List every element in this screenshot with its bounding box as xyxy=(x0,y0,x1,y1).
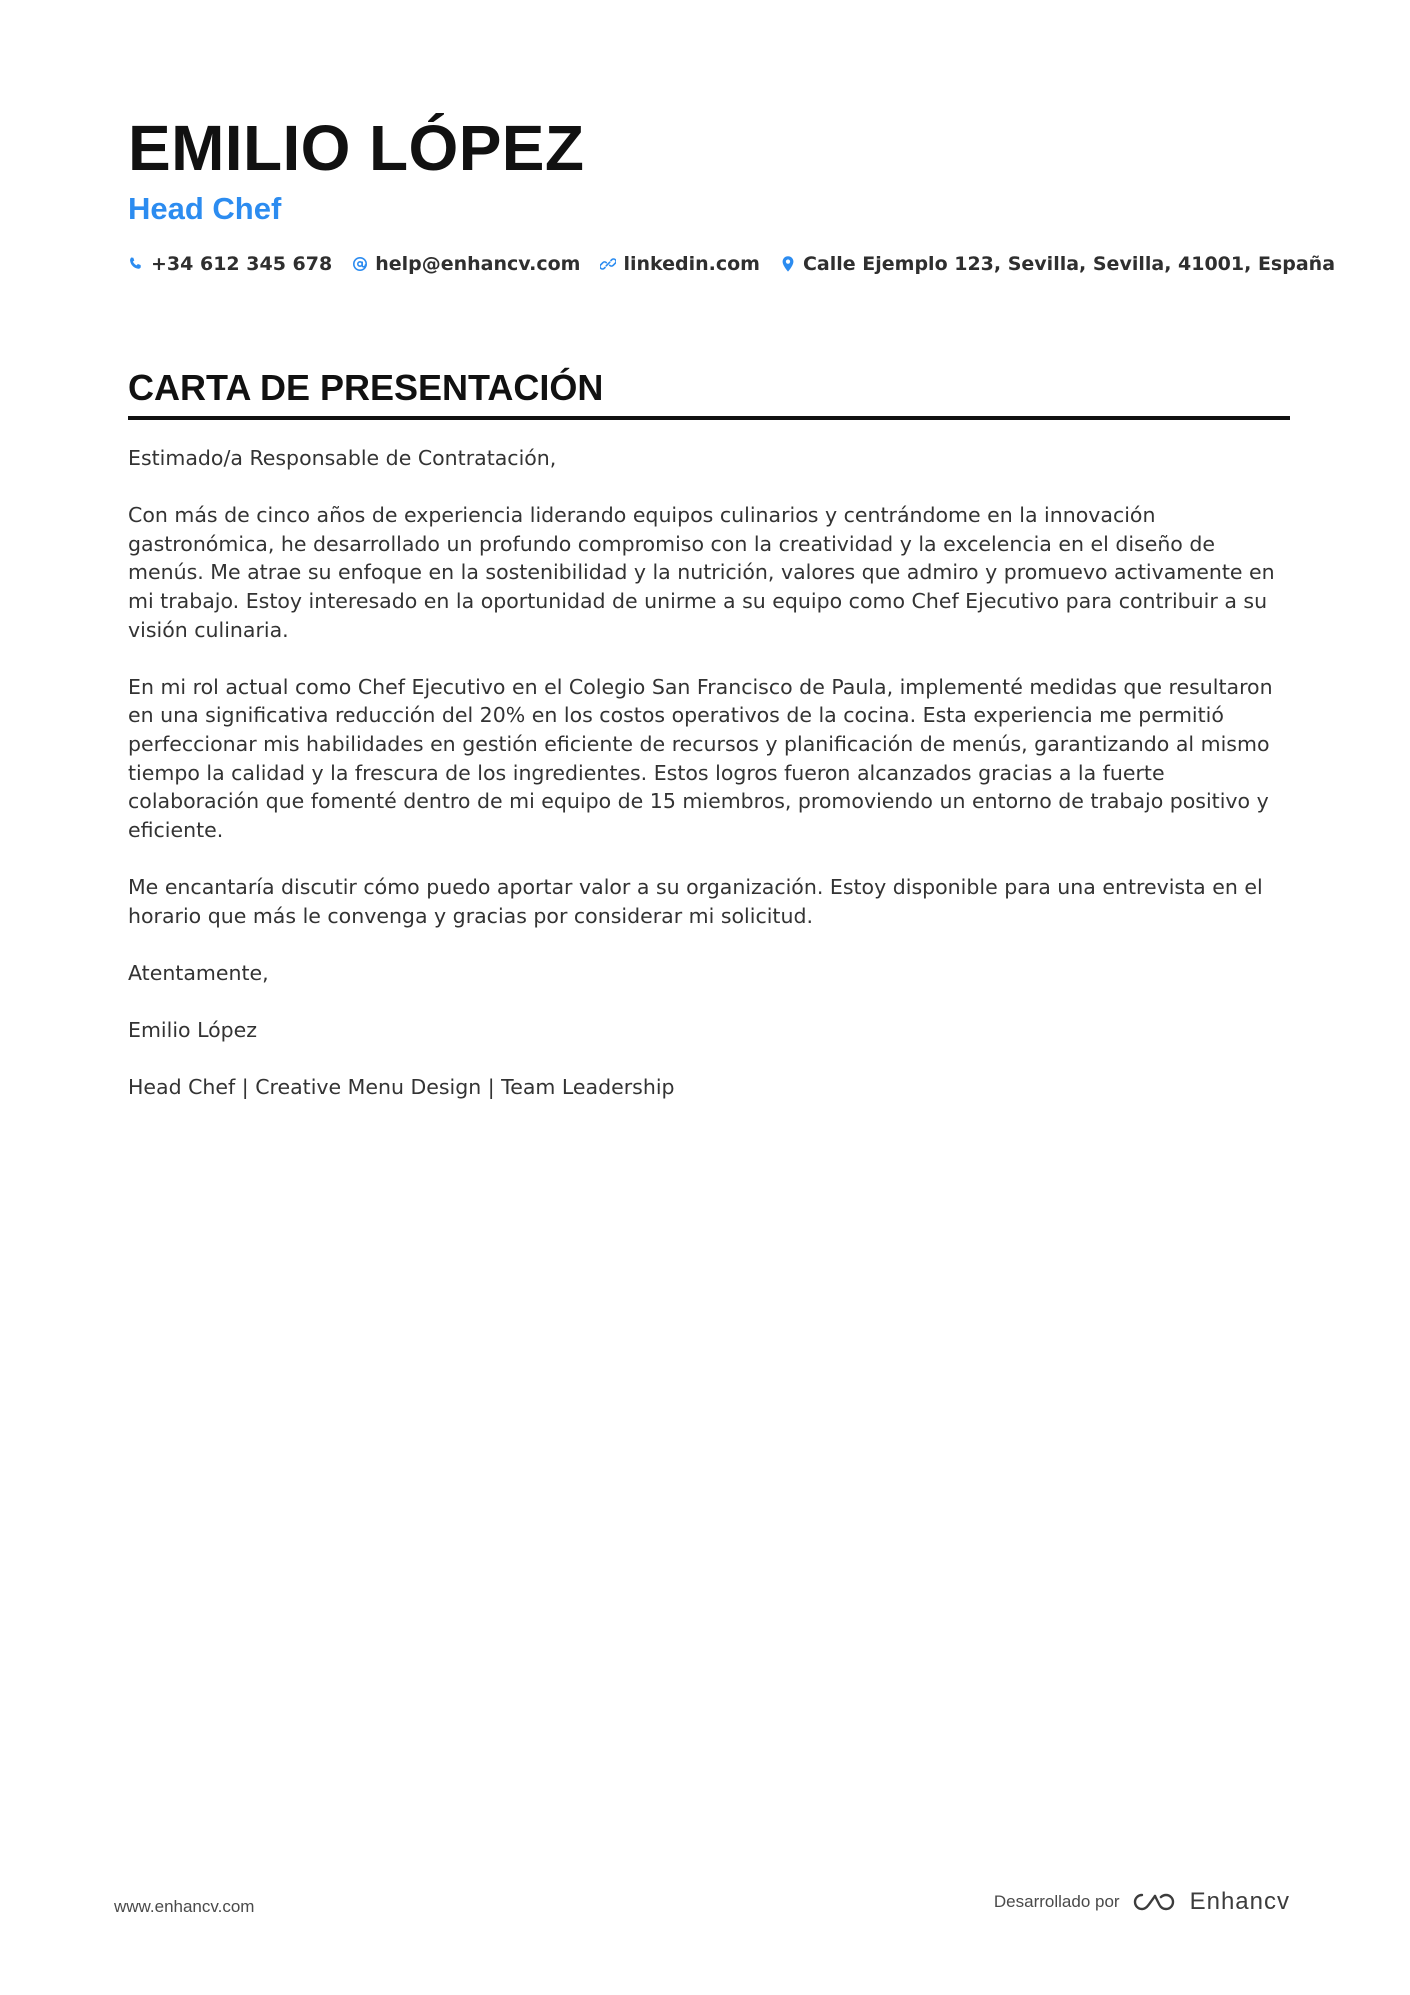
footer-website: www.enhancv.com xyxy=(114,1897,255,1916)
link-icon xyxy=(600,254,616,274)
contact-list xyxy=(128,250,1336,278)
address-text: Calle Ejemplo 123, Sevilla, Sevilla, 41001, España xyxy=(802,253,1336,275)
letter-paragraph-1: Con más de cinco años de experiencia liderando equipos culinarios y centrándome en la innovación gastronómica, he desarrollado un profundo compromiso con la creatividad y la excelencia en el diseño de menús. Me atrae su enfoque en la sostenibilidad y la nutrición, valores que admiro y promuevo activamente en mi trabajo. Estoy interesado en la oportunidad de unirme a su equipo como Chef Ejecutivo para contribuir a su visión culinaria. xyxy=(128,503,1275,642)
email-text: help@enhancv.com xyxy=(375,253,581,275)
letter-paragraph-2: En mi rol actual como Chef Ejecutivo en el Colegio San Francisco de Paula, implementé medidas que resultaron en una significativa reducción del 20% en los costos operativos de la cocina. Esta experiencia me permitió perfeccionar mis habilidades en gestión eficiente de recursos y planificación de menús, garantizando al mismo tiempo la calidad y la frescura de los ingredientes. Estos logros fueron alcanzados gracias a la fuerte colaboración que fomenté dentro de mi equipo de 15 miembros, promoviendo un entorno de trabajo positivo y eficiente. xyxy=(128,674,1273,842)
candidate-name: EMILIO LÓPEZ xyxy=(128,112,585,184)
letter-greeting: Estimado/a Responsable de Contratación, xyxy=(128,446,557,470)
contact-address xyxy=(780,250,1335,278)
letter-closing: Atentamente, xyxy=(128,960,269,985)
cover-letter-section xyxy=(128,366,1290,1102)
job-title: Head Chef xyxy=(128,191,282,226)
footer-brand xyxy=(994,1888,1290,1916)
at-sign-icon xyxy=(352,254,368,274)
powered-by-label: Desarrollado por xyxy=(993,1892,1120,1911)
contact-phone xyxy=(128,250,332,278)
section-title: CARTA DE PRESENTACIÓN xyxy=(128,367,604,408)
linkedin-text: linkedin.com xyxy=(623,253,760,275)
phone-icon xyxy=(128,254,144,274)
brand-name: Enhancv xyxy=(1189,1888,1290,1915)
letter-signature: Emilio López xyxy=(128,1017,258,1042)
contact-email xyxy=(352,250,580,278)
location-pin-icon xyxy=(780,254,796,274)
enhancv-logo-icon xyxy=(1132,1890,1178,1914)
letter-paragraph-3: Me encantaría discutir cómo puedo aportar valor a su organización. Estoy disponible para una entrevista en el horario que más le convenga y gracias por considerar mi solicitud. xyxy=(128,874,1263,928)
phone-text: +34 612 345 678 xyxy=(151,253,333,275)
contact-linkedin xyxy=(600,250,760,278)
letter-body xyxy=(128,444,1290,1102)
resume-header xyxy=(128,110,1336,278)
section-divider xyxy=(128,416,1290,420)
letter-tagline: Head Chef | Creative Menu Design | Team Leadership xyxy=(128,1075,675,1100)
